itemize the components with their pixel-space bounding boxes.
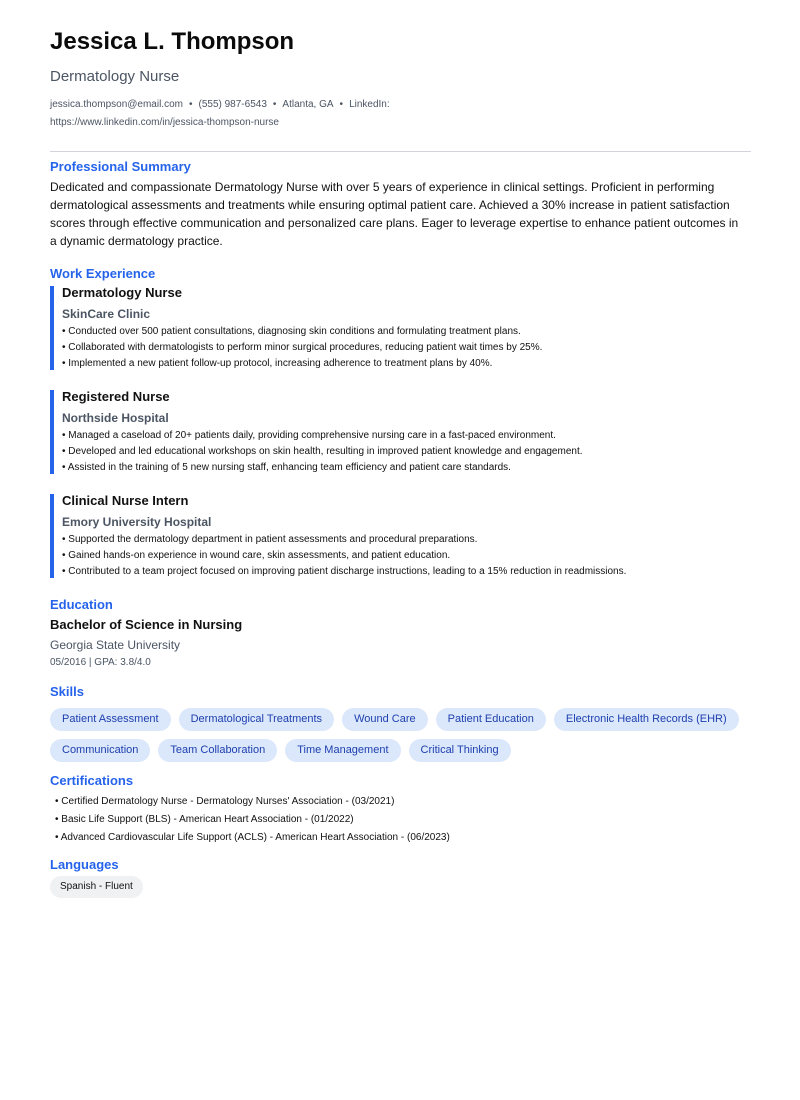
job-title: Clinical Nurse Intern bbox=[62, 493, 189, 508]
job-bullet: • Collaborated with dermatologists to perform minor surgical procedures, reducing patient wait times by 25%. bbox=[62, 342, 543, 353]
job-entry bbox=[50, 284, 750, 372]
job-bullets bbox=[62, 532, 750, 580]
certifications-list bbox=[50, 793, 750, 847]
skill-chip: Time Management bbox=[285, 739, 400, 762]
job-title: Registered Nurse bbox=[62, 389, 170, 404]
job-bullet: • Gained hands-on experience in wound care, skin assessments, and patient education. bbox=[62, 550, 451, 561]
contact-separator: • bbox=[339, 99, 344, 110]
job-bullets bbox=[62, 428, 750, 476]
job-title: Dermatology Nurse bbox=[62, 285, 182, 300]
education-school: Georgia State University bbox=[50, 638, 181, 652]
contact-separator: • bbox=[272, 99, 277, 110]
section-title-education: Education bbox=[50, 597, 113, 612]
section-title-summary: Professional Summary bbox=[50, 159, 191, 174]
skill-chip: Communication bbox=[50, 739, 150, 762]
certification-item: • Advanced Cardiovascular Life Support (ACLS) - American Heart Association - (06/2023) bbox=[55, 832, 450, 843]
job-bullet: • Conducted over 500 patient consultations, diagnosing skin conditions and formulating treatment plans. bbox=[62, 326, 521, 337]
job-bullet: • Developed and led educational workshops on skin health, resulting in improved patient knowledge and engagement. bbox=[62, 446, 583, 457]
job-bullet: • Assisted in the training of 5 new nursing staff, enhancing team efficiency and patient care standards. bbox=[62, 462, 511, 473]
education-section bbox=[50, 596, 750, 670]
section-title-certifications: Certifications bbox=[50, 773, 134, 788]
skill-chip: Electronic Health Records (EHR) bbox=[554, 708, 739, 731]
language-chip: Spanish - Fluent bbox=[50, 876, 143, 898]
contact-phone[interactable]: (555) 987-6543 bbox=[198, 99, 267, 110]
experience-section bbox=[50, 265, 750, 580]
section-title-experience: Work Experience bbox=[50, 266, 156, 281]
skills-list bbox=[50, 708, 750, 762]
section-title-languages: Languages bbox=[50, 857, 119, 872]
job-company: Emory University Hospital bbox=[62, 515, 212, 529]
job-accent-bar bbox=[50, 286, 54, 370]
skill-chip: Patient Education bbox=[436, 708, 546, 731]
education-meta: 05/2016 | GPA: 3.8/4.0 bbox=[50, 657, 151, 668]
certification-item: • Basic Life Support (BLS) - American Heart Association - (01/2022) bbox=[55, 814, 354, 825]
education-degree: Bachelor of Science in Nursing bbox=[50, 617, 243, 632]
contact-linkedin-label: LinkedIn: bbox=[349, 99, 390, 110]
summary-text: Dedicated and compassionate Dermatology Nurse with over 5 years of experience in clinical settings. Proficient in performing dermatological assessments and treatments while ensuring optimal patient care. Achieved a 30% increase in patient satisfaction scores through effective communication and personalized care plans. Eager to leverage expertise to enhance patient outcomes in a dynamic dermatology practice. bbox=[50, 180, 739, 248]
job-bullet: • Supported the dermatology department in patient assessments and procedural preparations. bbox=[62, 534, 478, 545]
job-bullets bbox=[62, 324, 750, 372]
candidate-name: Jessica L. Thompson bbox=[50, 28, 295, 55]
contact-separator: • bbox=[188, 99, 193, 110]
skill-chip: Wound Care bbox=[342, 708, 428, 731]
languages-section bbox=[50, 856, 750, 898]
certification-item: • Certified Dermatology Nurse - Dermatology Nurses' Association - (03/2021) bbox=[55, 796, 395, 807]
section-title-skills: Skills bbox=[50, 684, 84, 699]
skill-chip: Patient Assessment bbox=[50, 708, 171, 731]
summary-section bbox=[50, 158, 750, 250]
job-bullet: • Implemented a new patient follow-up protocol, increasing adherence to treatment plans by 40%. bbox=[62, 358, 493, 369]
job-bullet: • Managed a caseload of 20+ patients daily, providing comprehensive nursing care in a fast-paced environment. bbox=[62, 430, 556, 441]
header-divider bbox=[50, 151, 751, 152]
job-entry bbox=[50, 492, 750, 580]
contact-email[interactable]: jessica.thompson@email.com bbox=[50, 99, 183, 110]
contact-location: Atlanta, GA bbox=[282, 99, 334, 110]
skill-chip: Team Collaboration bbox=[158, 739, 277, 762]
job-accent-bar bbox=[50, 390, 54, 474]
job-bullet: • Contributed to a team project focused on improving patient discharge instructions, leading to a 15% reduction in readmissions. bbox=[62, 566, 627, 577]
contact-info bbox=[50, 96, 430, 132]
skill-chip: Dermatological Treatments bbox=[179, 708, 334, 731]
job-company: Northside Hospital bbox=[62, 411, 169, 425]
certifications-section bbox=[50, 772, 750, 847]
job-company: SkinCare Clinic bbox=[62, 307, 151, 321]
contact-linkedin-url[interactable]: https://www.linkedin.com/in/jessica-thompson-nurse bbox=[50, 117, 279, 128]
job-entry bbox=[50, 388, 750, 476]
candidate-title: Dermatology Nurse bbox=[50, 68, 180, 85]
job-accent-bar bbox=[50, 494, 54, 578]
skills-section bbox=[50, 683, 750, 762]
skill-chip: Critical Thinking bbox=[409, 739, 511, 762]
